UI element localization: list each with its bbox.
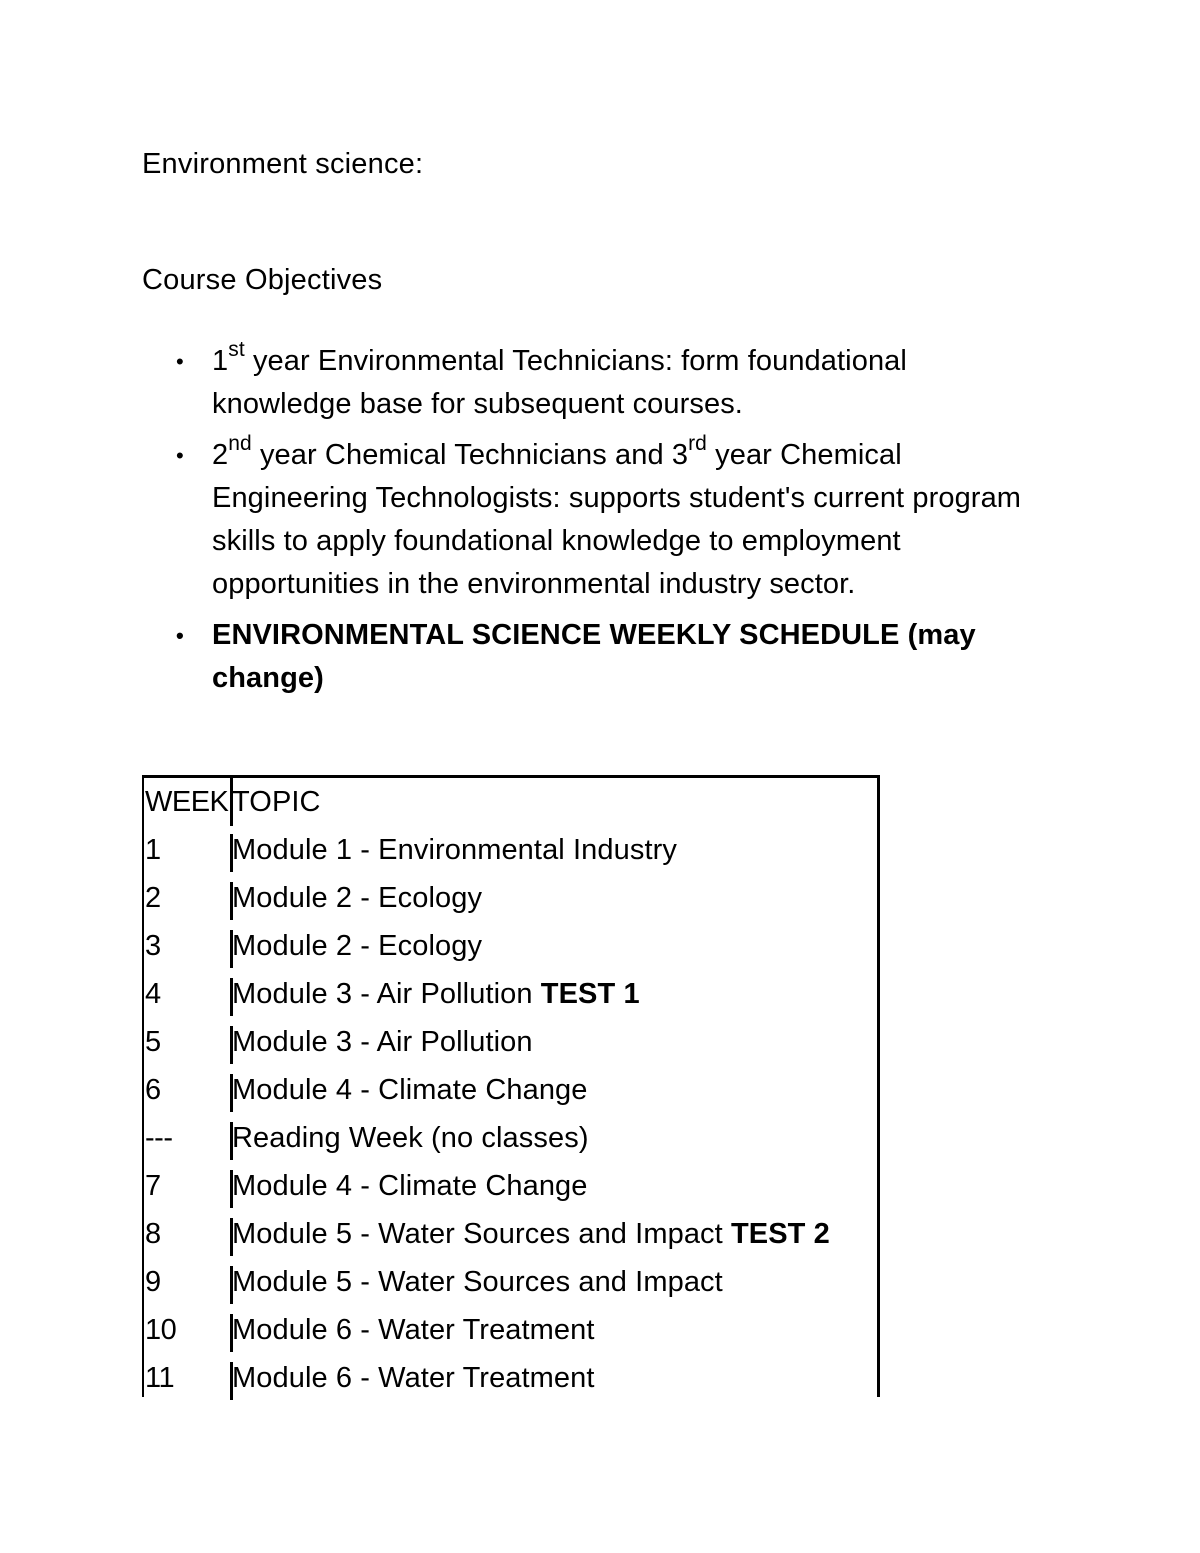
table-row — [144, 826, 877, 874]
topic-cell — [232, 1354, 595, 1402]
objective-item-2 — [142, 434, 1042, 606]
table-row — [144, 1162, 877, 1210]
week-cell: 11 — [145, 1362, 175, 1394]
objective-2-superscript-2: rd — [688, 432, 707, 455]
week-cell: 8 — [145, 1218, 161, 1250]
topic-cell — [232, 1306, 595, 1354]
topic-cell — [232, 922, 482, 970]
topic-text: Reading Week (no classes) — [232, 1122, 589, 1154]
objective-item-3 — [142, 614, 1042, 700]
table-row — [144, 1306, 877, 1354]
header-week: WEEK — [145, 786, 229, 818]
test-label: TEST 1 — [540, 978, 640, 1010]
document-title: Environment science: — [142, 148, 424, 180]
week-cell: 10 — [145, 1314, 177, 1346]
objectives-list — [142, 340, 1042, 708]
table-row — [144, 1066, 877, 1114]
objective-2-middle: year Chemical Technicians and 3 — [251, 439, 689, 471]
topic-cell — [232, 1066, 588, 1114]
objective-item-1 — [142, 340, 1042, 426]
objective-2-superscript: nd — [228, 432, 252, 455]
table-row — [144, 1258, 877, 1306]
table-row — [144, 922, 877, 970]
bullet-icon: • — [176, 443, 184, 468]
topic-text: Module 3 - Air Pollution — [232, 1026, 533, 1058]
week-cell: 2 — [145, 882, 161, 914]
section-heading-course-objectives: Course Objectives — [142, 264, 383, 296]
table-row — [144, 1114, 877, 1162]
topic-cell — [232, 1114, 589, 1162]
topic-cell — [232, 1210, 830, 1258]
table-row — [144, 970, 877, 1018]
topic-text: Module 5 - Water Sources and Impact — [232, 1266, 723, 1298]
topic-text: Module 6 - Water Treatment — [232, 1314, 595, 1346]
topic-text: Module 3 - Air Pollution — [232, 978, 541, 1010]
objective-2-lead: 2 — [212, 439, 229, 471]
weekly-schedule-table — [142, 775, 880, 1397]
test-label: TEST 2 — [730, 1218, 830, 1250]
week-cell: 1 — [145, 834, 161, 866]
table-row — [144, 1018, 877, 1066]
week-cell: 3 — [145, 930, 161, 962]
topic-text: Module 2 - Ecology — [232, 882, 483, 914]
week-cell: 4 — [145, 978, 161, 1010]
schedule-heading: ENVIRONMENTAL SCIENCE WEEKLY SCHEDULE (may change) — [212, 619, 976, 694]
week-cell: 9 — [145, 1266, 161, 1298]
table-header-row — [144, 778, 877, 826]
topic-cell — [232, 826, 677, 874]
header-topic: TOPIC — [232, 786, 321, 818]
topic-cell — [232, 1258, 723, 1306]
week-cell: 7 — [145, 1170, 161, 1202]
topic-cell — [232, 1018, 533, 1066]
topic-text: Module 4 - Climate Change — [232, 1074, 588, 1106]
topic-cell — [232, 970, 640, 1018]
table-row — [144, 1354, 877, 1402]
objective-2-text: year Chemical Engineering Technologists: supports student's current program skills to apply foundational knowledge to employment opportunities in the environmental industry sector. — [212, 439, 1022, 600]
week-cell: 6 — [145, 1074, 161, 1106]
topic-cell — [232, 1162, 588, 1210]
topic-text: Module 4 - Climate Change — [232, 1170, 588, 1202]
objective-1-lead: 1 — [212, 345, 229, 377]
bullet-icon: • — [176, 623, 184, 648]
objective-1-superscript: st — [228, 338, 245, 361]
bullet-icon: • — [176, 349, 184, 374]
topic-cell — [232, 874, 482, 922]
topic-text: Module 6 - Water Treatment — [232, 1362, 595, 1394]
week-cell: --- — [145, 1122, 173, 1154]
table-row — [144, 874, 877, 922]
table-row — [144, 1210, 877, 1258]
topic-text: Module 5 - Water Sources and Impact — [232, 1218, 731, 1250]
topic-text: Module 1 - Environmental Industry — [232, 834, 677, 866]
week-cell: 5 — [145, 1026, 161, 1058]
topic-text: Module 2 - Ecology — [232, 930, 483, 962]
objective-1-text: year Environmental Technicians: form foundational knowledge base for subsequent courses. — [212, 345, 907, 420]
